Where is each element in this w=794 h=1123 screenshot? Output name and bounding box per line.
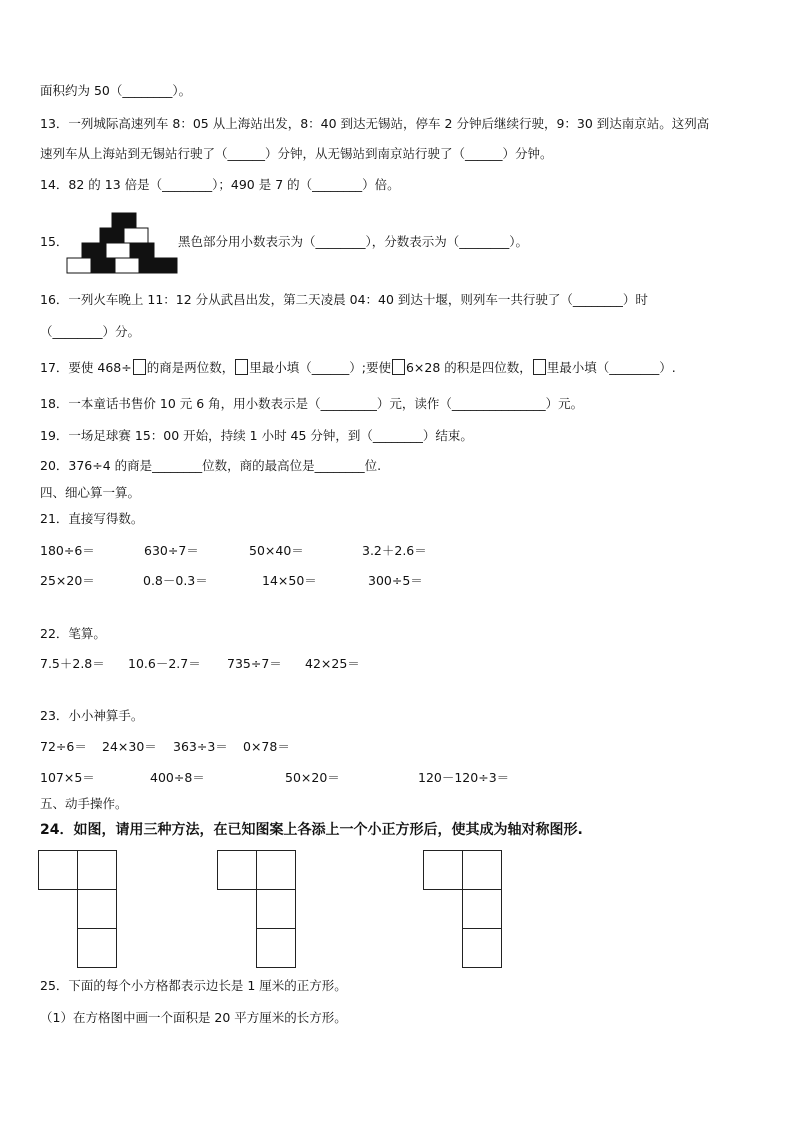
calc-item: 7.5＋2.8＝ [40, 656, 105, 671]
calc-item: 25×20＝ [40, 573, 95, 588]
calc-item: 50×20＝ [285, 770, 340, 785]
calc-item: 400÷8＝ [150, 770, 205, 785]
q17-part1: 17．要使 468÷ [40, 360, 132, 375]
q22-title: 22．笔算。 [40, 626, 106, 641]
q18: 18．一本童话书售价 10 元 6 角，用小数表示是（_________）元，读作（_______________）元。 [40, 396, 584, 411]
blank-box[interactable] [133, 359, 146, 375]
q21-title: 21．直接写得数。 [40, 511, 144, 526]
calc-item: 120－120÷3＝ [418, 770, 510, 785]
calc-item: 0×78＝ [243, 739, 290, 754]
q17-part4: 6×28 的积是四位数， [405, 360, 532, 375]
q24-figure-1[interactable] [38, 850, 118, 968]
calc-item: 42×25＝ [305, 656, 360, 671]
calc-item: 107×5＝ [40, 770, 95, 785]
calc-item: 3.2＋2.6＝ [362, 543, 427, 558]
blank-box[interactable] [235, 359, 248, 375]
calc-item: 50×40＝ [249, 543, 304, 558]
calc-item: 630÷7＝ [144, 543, 199, 558]
q24-figure-3[interactable] [423, 850, 503, 968]
q12-tail: 面积约为 50（________）。 [40, 83, 192, 98]
calc-item: 14×50＝ [262, 573, 317, 588]
calc-item: 72÷6＝ [40, 739, 87, 754]
q13-line2: 速列车从上海站到无锡站行驶了（______）分钟，从无锡站到南京站行驶了（______）分钟。 [40, 146, 553, 161]
q25-text: 25．下面的每个小方格都表示边长是 1 厘米的正方形。 [40, 978, 347, 993]
calc-item: 735÷7＝ [227, 656, 282, 671]
q15-number: 15． [40, 234, 69, 249]
q17-part3: 里最小填（______）;要使 [249, 360, 391, 375]
blank-box[interactable] [392, 359, 405, 375]
q13-line1: 13．一列城际高速列车 8：05 从上海站出发，8：40 到达无锡站，停车 2 分钟后继续行驶，9：30 到达南京站。这列高 [40, 116, 710, 131]
q16-line2: （________）分。 [40, 324, 141, 339]
calc-item: 0.8－0.3＝ [143, 573, 208, 588]
q25-part1: （1）在方格图中画一个面积是 20 平方厘米的长方形。 [40, 1010, 347, 1025]
q15-figure [66, 212, 178, 274]
q20: 20．376÷4 的商是________位数，商的最高位是________位. [40, 458, 382, 473]
q16-line1: 16．一列火车晚上 11：12 分从武昌出发，第二天凌晨 04：40 到达十堰，则列车一共行驶了（________）时 [40, 292, 648, 307]
blank-box[interactable] [533, 359, 546, 375]
q17 [40, 359, 676, 376]
q24-text: 24．如图，请用三种方法，在已知图案上各添上一个小正方形后，使其成为轴对称图形. [40, 822, 583, 838]
calc-item: 24×30＝ [102, 739, 157, 754]
q17-part2: 的商是两位数， [146, 360, 235, 375]
q17-part5: 里最小填（________）. [546, 360, 676, 375]
q15-text: 黑色部分用小数表示为（________），分数表示为（________）。 [178, 234, 529, 249]
section-4-heading: 四、细心算一算。 [40, 485, 141, 500]
q19: 19．一场足球赛 15：00 开始，持续 1 小时 45 分钟，到（________）结束。 [40, 428, 473, 443]
calc-item: 180÷6＝ [40, 543, 95, 558]
section-5-heading: 五、动手操作。 [40, 796, 128, 811]
q14: 14．82 的 13 倍是（________）；490 是 7 的（________）倍。 [40, 177, 400, 192]
calc-item: 363÷3＝ [173, 739, 228, 754]
q24-figure-2[interactable] [217, 850, 297, 968]
q23-title: 23．小小神算手。 [40, 708, 144, 723]
calc-item: 300÷5＝ [368, 573, 423, 588]
calc-item: 10.6－2.7＝ [128, 656, 201, 671]
